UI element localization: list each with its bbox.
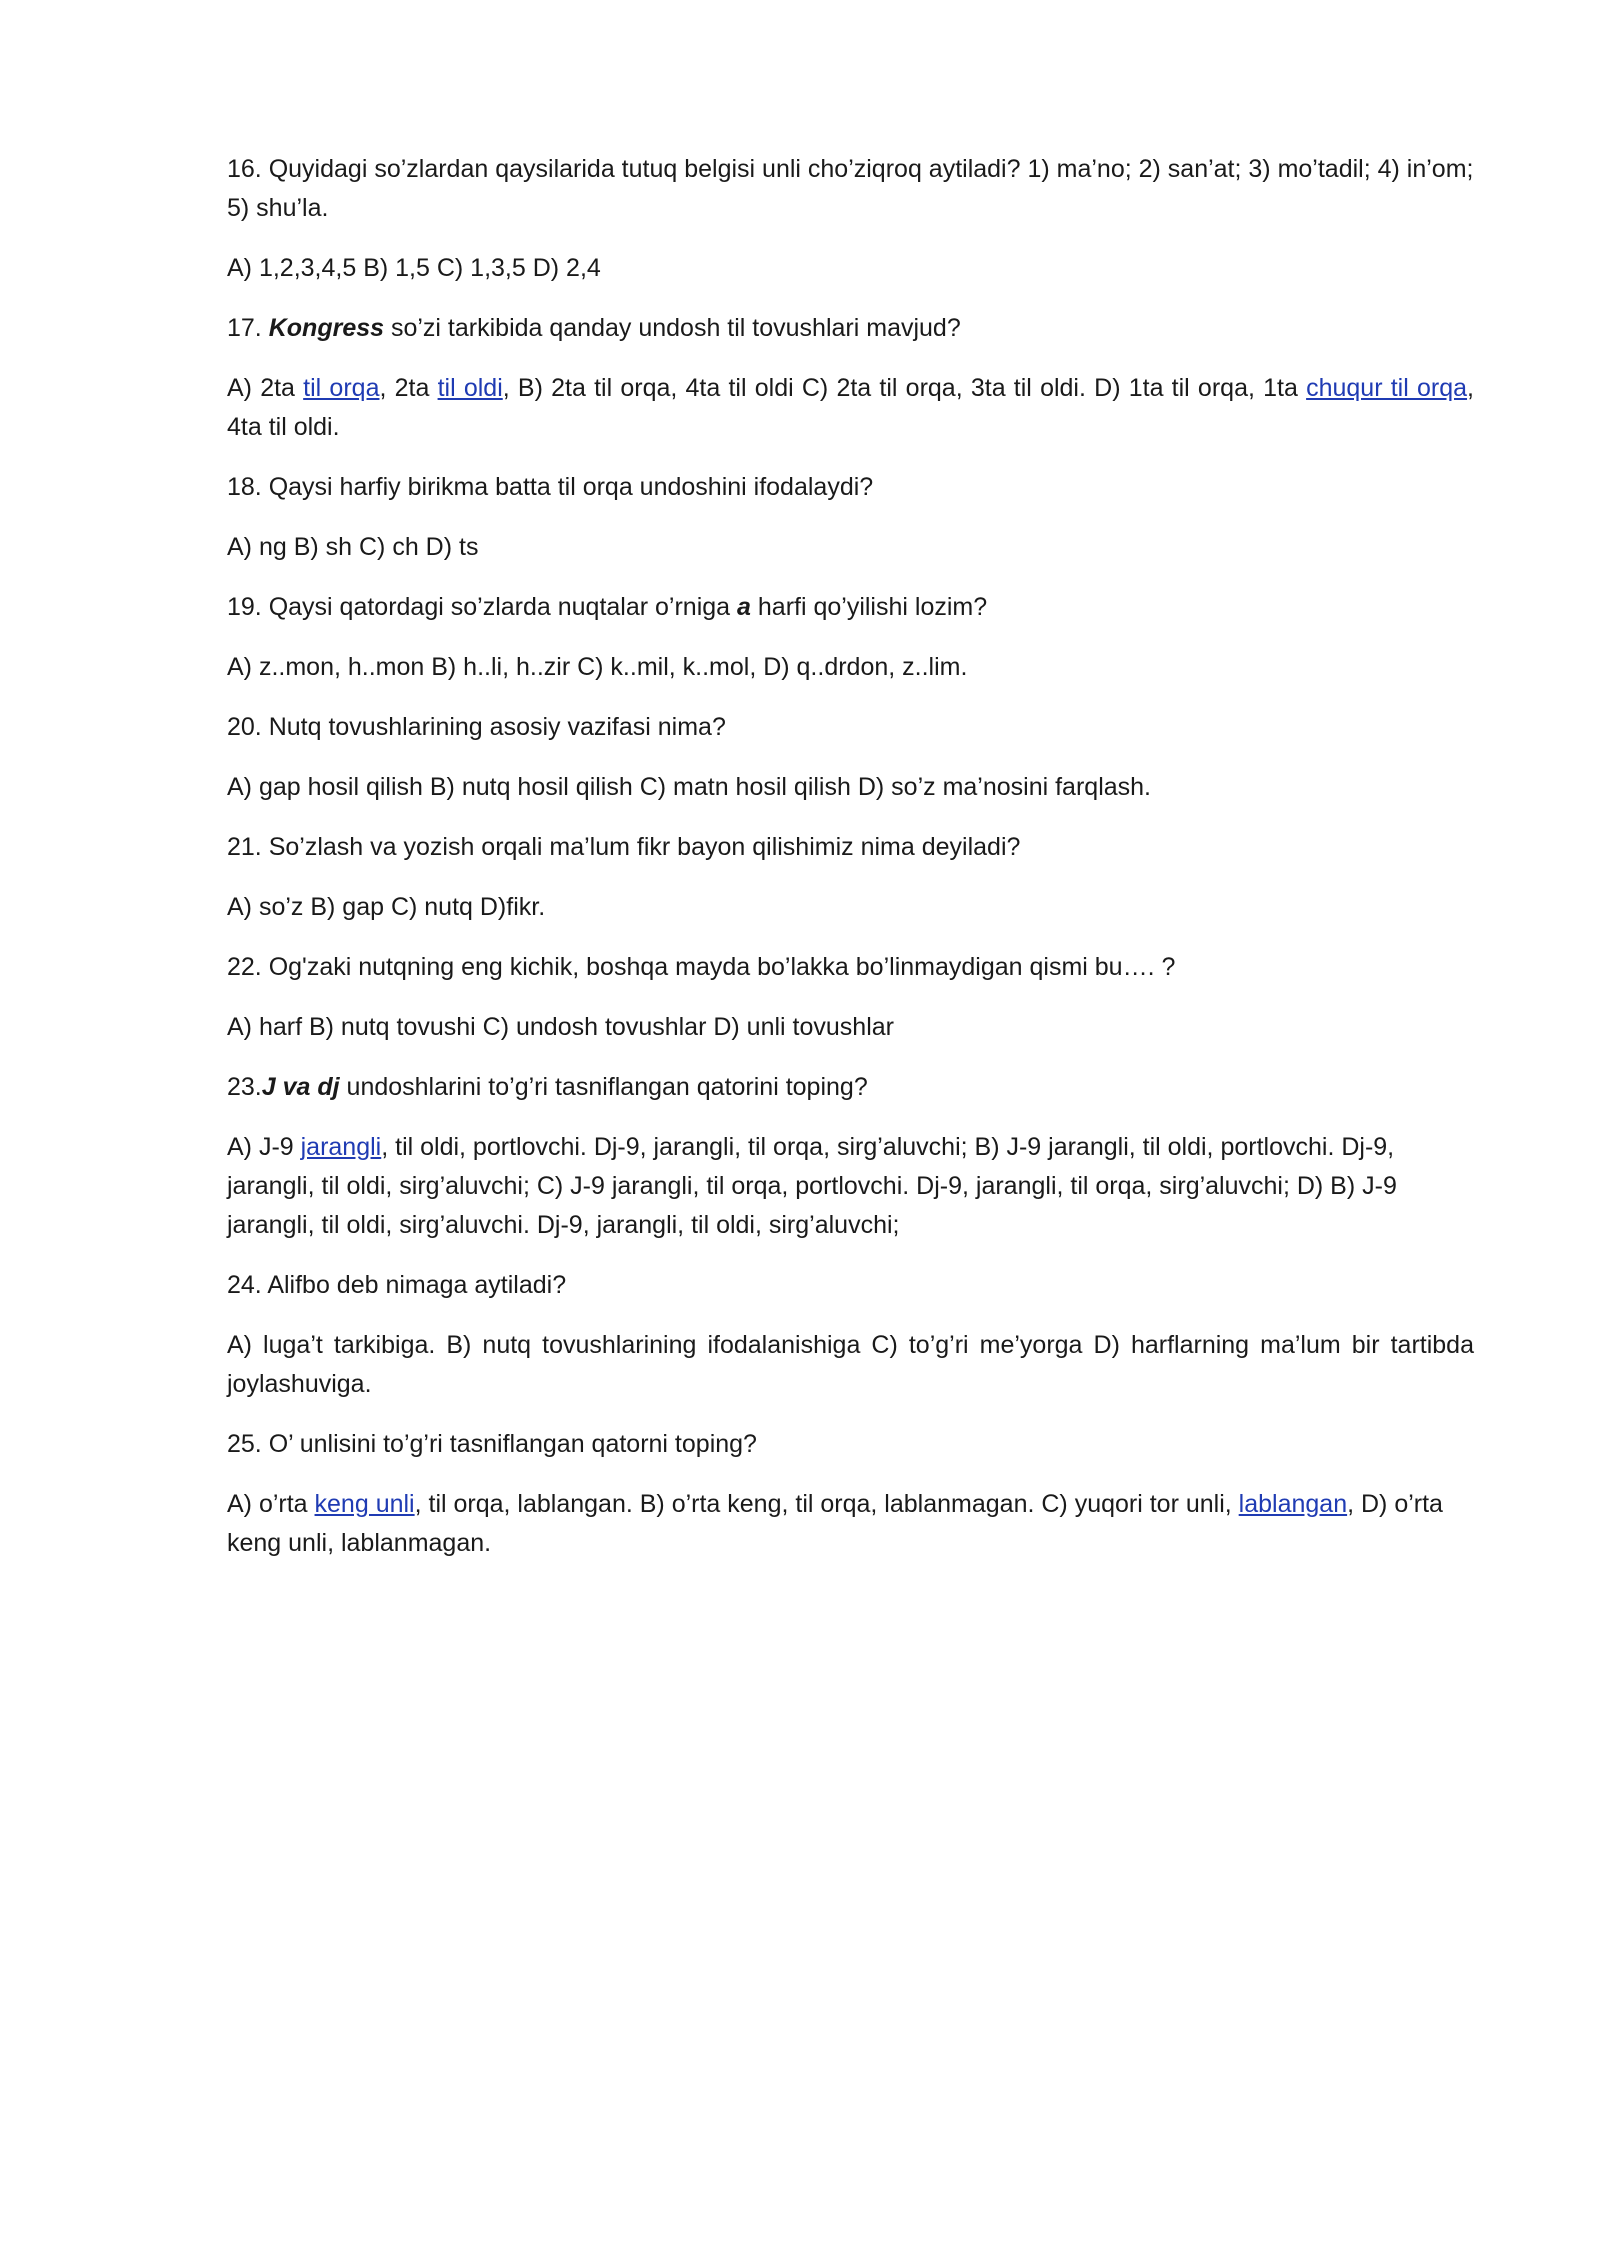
link-lablangan[interactable]: lablangan	[1238, 1490, 1348, 1518]
answers-22: A) harf B) nutq tovushi C) undosh tovushlar D) unli tovushlar	[227, 1013, 894, 1041]
question-23-number: 23.	[227, 1073, 262, 1101]
question-17-number: 17.	[227, 314, 262, 342]
question-16: 16. Quyidagi so’zlardan qaysilarida tutuq belgisi unli cho’ziqroq aytiladi? 1) ma’no; 2) san’at; 3) mo’tadil; 4) in’om; 5) shu’la.	[227, 155, 1474, 222]
question-23	[227, 1068, 1474, 1107]
question-25: 25. O’ unlisini to’g’ri tasniflangan qatorni toping?	[227, 1430, 757, 1458]
answers-17-part: A) 2ta	[227, 374, 304, 402]
link-til-oldi[interactable]: til oldi	[437, 374, 503, 402]
answers-17-part: , 4ta til oldi.	[227, 374, 1474, 441]
question-17-text: so’zi tarkibida qanday undosh til tovushlari mavjud?	[384, 314, 961, 342]
answers-17	[227, 369, 1474, 447]
question-22: 22. Og'zaki nutqning eng kichik, boshqa mayda bo’lakka bo’linmaydigan qismi bu…. ?	[227, 953, 1176, 981]
answers-18: A) ng B) sh C) ch D) ts	[227, 533, 479, 561]
answers-19: A) z..mon, h..mon B) h..li, h..zir C) k..mil, k..mol, D) q..drdon, z..lim.	[227, 653, 968, 681]
question-17	[227, 309, 1474, 348]
question-23-term: J va dj	[261, 1073, 340, 1101]
link-chuqur-til-orqa[interactable]: chuqur til orqa	[1306, 374, 1468, 402]
document-page	[227, 150, 1474, 1584]
answers-23-part: , til oldi, portlovchi. Dj-9, jarangli, til orqa, sirg’aluvchi; B) J-9 jarangli, til oldi, portlovchi. Dj-9, jarangli, til oldi, sirg’aluvchi; C) J-9 jarangli, til orqa, portlovchi. Dj-9, jarangli, til orqa, sirg’aluvchi; D) B) J-9 jarangli, til oldi, sirg’aluvchi. Dj-9, jarangli, til oldi, sirg’aluvchi;	[227, 1133, 1397, 1239]
answers-23-part: A) J-9	[227, 1133, 301, 1161]
question-17-term: Kongress	[268, 314, 385, 342]
answers-23	[227, 1128, 1474, 1245]
question-19-text: harfi qo’yilishi lozim?	[750, 593, 988, 621]
answers-17-part: , B) 2ta til orqa, 4ta til oldi C) 2ta til orqa, 3ta til oldi. D) 1ta til orqa, 1ta	[502, 374, 1307, 402]
answers-21: A) so’z B) gap C) nutq D)fikr.	[227, 893, 546, 921]
question-19-letter: a	[737, 593, 751, 621]
link-keng-unli[interactable]: keng unli	[314, 1490, 415, 1518]
answers-25-part: A) o’rta	[227, 1490, 315, 1518]
answers-25	[227, 1485, 1474, 1563]
question-18: 18. Qaysi harfiy birikma batta til orqa undoshini ifodalaydi?	[227, 473, 874, 501]
answers-20: A) gap hosil qilish B) nutq hosil qilish C) matn hosil qilish D) so’z ma’nosini farqlash.	[227, 773, 1151, 801]
question-21: 21. So’zlash va yozish orqali ma’lum fikr bayon qilishimiz nima deyiladi?	[227, 833, 1021, 861]
answers-25-part: , D) o’rta keng unli, lablanmagan.	[227, 1490, 1443, 1557]
answers-24: A) luga’t tarkibiga. B) nutq tovushlarining ifodalanishiga C) to’g’ri me’yorga D) harflarning ma’lum bir tartibda joylashuviga.	[227, 1331, 1474, 1398]
question-19-text: 19. Qaysi qatordagi so’zlarda nuqtalar o’rniga	[227, 593, 738, 621]
question-19	[227, 588, 1474, 627]
question-23-text: undoshlarini to’g’ri tasniflangan qatorini toping?	[339, 1073, 868, 1101]
answers-25-part: , til orqa, lablangan. B) o’rta keng, til orqa, lablanmagan. C) yuqori tor unli,	[414, 1490, 1239, 1518]
answers-17-part: , 2ta	[379, 374, 438, 402]
question-20: 20. Nutq tovushlarining asosiy vazifasi nima?	[227, 713, 726, 741]
question-24: 24. Alifbo deb nimaga aytiladi?	[227, 1271, 567, 1299]
answers-16: A) 1,2,3,4,5 B) 1,5 C) 1,3,5 D) 2,4	[227, 254, 601, 282]
link-jarangli[interactable]: jarangli	[300, 1133, 382, 1161]
link-til-orqa[interactable]: til orqa	[303, 374, 380, 402]
